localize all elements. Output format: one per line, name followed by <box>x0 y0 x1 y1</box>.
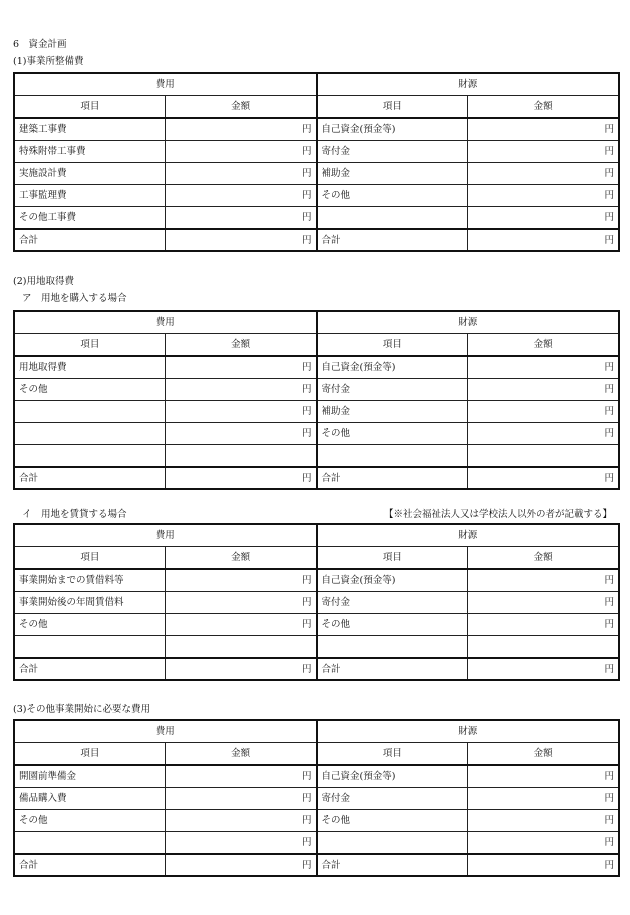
expense-item-header: 項目 <box>14 743 165 766</box>
source-header: 財源 <box>317 524 620 547</box>
expense-header: 費用 <box>14 720 317 743</box>
expense-total-label: 合計 <box>14 854 165 876</box>
source-amount-cell: 円 <box>468 118 619 141</box>
expense-total-amount: 円 <box>165 854 316 876</box>
expense-total-label: 合計 <box>14 467 165 489</box>
expense-amount-cell: 円 <box>165 569 316 592</box>
expense-amount-cell <box>165 445 316 468</box>
expense-header: 費用 <box>14 524 317 547</box>
expense-item-cell <box>14 401 165 423</box>
expense-amount-header: 金額 <box>165 334 316 357</box>
table-row <box>14 141 619 163</box>
source-total-amount: 円 <box>468 854 619 876</box>
source-header: 財源 <box>317 720 620 743</box>
header-row <box>14 524 619 547</box>
source-header: 財源 <box>317 311 620 334</box>
expense-item-cell: その他 <box>14 379 165 401</box>
expense-amount-cell: 円 <box>165 379 316 401</box>
section-2a-subheading: ア 用地を購入する場合 <box>22 293 127 304</box>
expense-amount-cell: 円 <box>165 356 316 379</box>
source-item-cell: 寄付金 <box>317 379 468 401</box>
table-row <box>14 445 619 468</box>
source-total-label: 合計 <box>317 854 468 876</box>
table-row <box>14 423 619 445</box>
expense-amount-cell: 円 <box>165 592 316 614</box>
table-row <box>14 614 619 636</box>
source-total-label: 合計 <box>317 229 468 251</box>
source-item-cell <box>317 832 468 855</box>
source-amount-cell: 円 <box>468 423 619 445</box>
source-amount-cell: 円 <box>468 163 619 185</box>
table-row <box>14 379 619 401</box>
expense-item-cell: 特殊附帯工事費 <box>14 141 165 163</box>
expense-amount-cell: 円 <box>165 207 316 230</box>
expense-item-header: 項目 <box>14 334 165 357</box>
expense-header: 費用 <box>14 73 317 96</box>
expense-amount-cell: 円 <box>165 614 316 636</box>
expense-item-cell <box>14 832 165 855</box>
subheader-row <box>14 547 619 570</box>
section-2b-subheading: イ 用地を賃貸する場合 <box>22 509 127 520</box>
table-row <box>14 185 619 207</box>
source-item-cell: 寄付金 <box>317 592 468 614</box>
section-2b-table <box>13 523 620 681</box>
source-amount-cell: 円 <box>468 569 619 592</box>
expense-amount-cell: 円 <box>165 423 316 445</box>
expense-item-cell: 事業開始までの賃借料等 <box>14 569 165 592</box>
table-row <box>14 832 619 855</box>
source-item-cell: 寄付金 <box>317 141 468 163</box>
table-row <box>14 810 619 832</box>
source-item-cell: 寄付金 <box>317 788 468 810</box>
source-amount-header: 金額 <box>468 743 619 766</box>
expense-header: 費用 <box>14 311 317 334</box>
total-row <box>14 229 619 251</box>
expense-item-cell <box>14 423 165 445</box>
expense-item-cell: 実施設計費 <box>14 163 165 185</box>
expense-item-cell <box>14 636 165 659</box>
source-item-cell: 自己資金(預金等) <box>317 765 468 788</box>
expense-item-cell: 建築工事費 <box>14 118 165 141</box>
table-row <box>14 765 619 788</box>
source-amount-cell: 円 <box>468 832 619 855</box>
source-item-header: 項目 <box>317 334 468 357</box>
expense-amount-cell: 円 <box>165 163 316 185</box>
source-total-amount: 円 <box>468 658 619 680</box>
expense-item-cell: 開園前準備金 <box>14 765 165 788</box>
expense-item-cell: その他 <box>14 614 165 636</box>
source-item-cell: 自己資金(預金等) <box>317 569 468 592</box>
subheader-row <box>14 96 619 119</box>
source-amount-header: 金額 <box>468 547 619 570</box>
expense-total-label: 合計 <box>14 229 165 251</box>
section-1-table <box>13 72 620 252</box>
source-header: 財源 <box>317 73 620 96</box>
expense-amount-header: 金額 <box>165 96 316 119</box>
subheader-row <box>14 334 619 357</box>
source-total-label: 合計 <box>317 658 468 680</box>
source-amount-cell: 円 <box>468 379 619 401</box>
source-total-amount: 円 <box>468 467 619 489</box>
expense-amount-header: 金額 <box>165 547 316 570</box>
expense-amount-cell: 円 <box>165 185 316 207</box>
subheader-row <box>14 743 619 766</box>
total-row <box>14 658 619 680</box>
source-item-cell: 補助金 <box>317 401 468 423</box>
expense-item-cell: 事業開始後の年間賃借料 <box>14 592 165 614</box>
source-amount-cell: 円 <box>468 788 619 810</box>
expense-amount-cell: 円 <box>165 788 316 810</box>
table-row <box>14 636 619 659</box>
source-amount-cell: 円 <box>468 141 619 163</box>
source-item-cell: 自己資金(預金等) <box>317 118 468 141</box>
expense-amount-cell: 円 <box>165 810 316 832</box>
source-total-label: 合計 <box>317 467 468 489</box>
source-item-cell: その他 <box>317 810 468 832</box>
table-row <box>14 356 619 379</box>
source-item-cell <box>317 207 468 230</box>
source-item-header: 項目 <box>317 96 468 119</box>
section-3-heading: (3)その他事業開始に必要な費用 <box>13 704 150 715</box>
expense-total-amount: 円 <box>165 658 316 680</box>
source-amount-cell: 円 <box>468 356 619 379</box>
source-item-cell <box>317 445 468 468</box>
source-amount-cell <box>468 445 619 468</box>
source-amount-header: 金額 <box>468 334 619 357</box>
source-amount-cell: 円 <box>468 592 619 614</box>
source-amount-cell: 円 <box>468 614 619 636</box>
source-total-amount: 円 <box>468 229 619 251</box>
expense-item-cell: 備品購入費 <box>14 788 165 810</box>
source-item-cell: 自己資金(預金等) <box>317 356 468 379</box>
section-2-heading: (2)用地取得費 <box>13 276 74 287</box>
total-row <box>14 467 619 489</box>
expense-item-header: 項目 <box>14 547 165 570</box>
source-amount-header: 金額 <box>468 96 619 119</box>
table-row <box>14 569 619 592</box>
expense-amount-cell <box>165 636 316 659</box>
source-item-cell: その他 <box>317 185 468 207</box>
total-row <box>14 854 619 876</box>
section-1-heading: (1)事業所整備費 <box>13 56 84 67</box>
source-item-cell: 補助金 <box>317 163 468 185</box>
header-row <box>14 311 619 334</box>
header-row <box>14 720 619 743</box>
expense-item-cell <box>14 445 165 468</box>
source-amount-cell: 円 <box>468 401 619 423</box>
expense-total-label: 合計 <box>14 658 165 680</box>
source-item-header: 項目 <box>317 547 468 570</box>
expense-item-cell: その他工事費 <box>14 207 165 230</box>
expense-amount-cell: 円 <box>165 832 316 855</box>
expense-amount-cell: 円 <box>165 401 316 423</box>
source-amount-cell: 円 <box>468 765 619 788</box>
expense-total-amount: 円 <box>165 229 316 251</box>
source-item-header: 項目 <box>317 743 468 766</box>
table-row <box>14 592 619 614</box>
source-item-cell: その他 <box>317 423 468 445</box>
source-item-cell <box>317 636 468 659</box>
expense-amount-cell: 円 <box>165 765 316 788</box>
table-row <box>14 401 619 423</box>
source-item-cell: その他 <box>317 614 468 636</box>
table-row <box>14 207 619 230</box>
section-3-table <box>13 719 620 877</box>
source-amount-cell: 円 <box>468 810 619 832</box>
header-row <box>14 73 619 96</box>
page-title: 6 資金計画 <box>13 39 67 50</box>
table-row <box>14 118 619 141</box>
expense-amount-cell: 円 <box>165 141 316 163</box>
expense-amount-header: 金額 <box>165 743 316 766</box>
source-amount-cell: 円 <box>468 185 619 207</box>
expense-item-cell: 用地取得費 <box>14 356 165 379</box>
expense-item-header: 項目 <box>14 96 165 119</box>
table-row <box>14 163 619 185</box>
table-row <box>14 788 619 810</box>
section-2b-note: 【※社会福祉法人又は学校法人以外の者が記載する】 <box>383 509 612 520</box>
expense-item-cell: その他 <box>14 810 165 832</box>
expense-total-amount: 円 <box>165 467 316 489</box>
source-amount-cell: 円 <box>468 207 619 230</box>
source-amount-cell <box>468 636 619 659</box>
section-2a-table <box>13 310 620 490</box>
expense-amount-cell: 円 <box>165 118 316 141</box>
expense-item-cell: 工事監理費 <box>14 185 165 207</box>
